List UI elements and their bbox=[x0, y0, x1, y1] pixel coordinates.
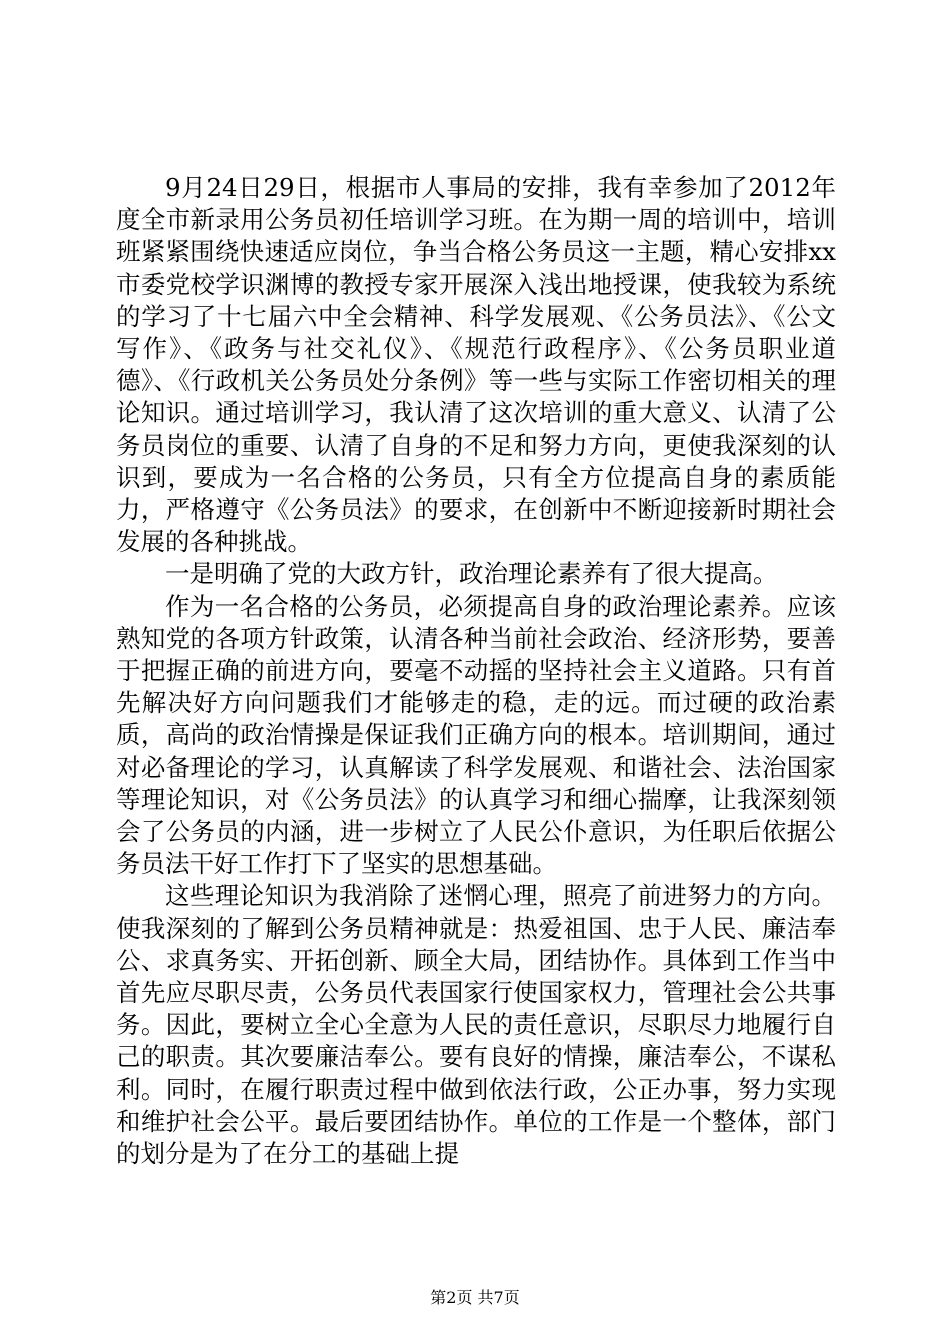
page-footer bbox=[0, 1288, 950, 1308]
paragraph-training-overview: 9月24日29日，根据市人事局的安排，我有幸参加了2012年度全市新录用公务员初任培训学习班。在为期一周的培训中，培训班紧紧围绕快速适应岗位，争当合格公务员这一主题，精心安排xx市委党校学识渊博的教授专家开展深入浅出地授课，使我较为系统的学习了十七届六中全会精神、科学发展观、《公务员法》、《公文写作》、《政务与社交礼仪》、《规范行政程序》、《公务员职业道德》、《行政机关公务员处分条例》等一些与实际工作密切相关的理论知识。通过培训学习，我认清了这次培训的重大意义、认清了公务员岗位的重要、认清了自身的不足和努力方向，更使我深刻的认识到，要成为一名合格的公务员，只有全方位提高自身的素质能力，严格遵守《公务员法》的要求，在创新中不断迎接新时期社会发展的各种挑战。 bbox=[116, 173, 836, 557]
page-number-indicator: 第2页 共7页 bbox=[430, 1288, 520, 1307]
document-body bbox=[116, 172, 836, 1170]
paragraph-political-theory: 作为一名合格的公务员，必须提高自身的政治理论素养。应该熟知党的各项方针政策，认清各种当前社会政治、经济形势，要善于把握正确的前进方向，要毫不动摇的坚持社会主义道路。只有首先解决好方向问题我们才能够走的稳，走的远。而过硬的政治素质，高尚的政治情操是保证我们正确方向的根本。培训期间，通过对必备理论的学习，认真解读了科学发展观、和谐社会、法治国家等理论知识，对《公务员法》的认真学习和细心揣摩，让我深刻领会了公务员的内涵，进一步树立了人民公仆意识，为任职后依据公务员法干好工作打下了坚实的思想基础。 bbox=[116, 591, 836, 879]
paragraph-section-heading-one: 一是明确了党的大政方针，政治理论素养有了很大提高。 bbox=[165, 559, 778, 589]
paragraph-civil-servant-spirit: 这些理论知识为我消除了迷惘心理，照亮了前进努力的方向。使我深刻的了解到公务员精神就是：热爱祖国、忠于人民、廉洁奉公、求真务实、开拓创新、顾全大局，团结协作。具体到工作当中首先应尽职尽责，公务员代表国家行使国家权力，管理社会公共事务。因此，要树立全心全意为人民的责任意识，尽职尽力地履行自己的职责。其次要廉洁奉公。要有良好的情操，廉洁奉公，不谋私利。同时，在履行职责过程中做到依法行政，公正办事，努力实现和维护社会公平。最后要团结协作。单位的工作是一个整体，部门的划分是为了在分工的基础上提 bbox=[116, 881, 836, 1169]
